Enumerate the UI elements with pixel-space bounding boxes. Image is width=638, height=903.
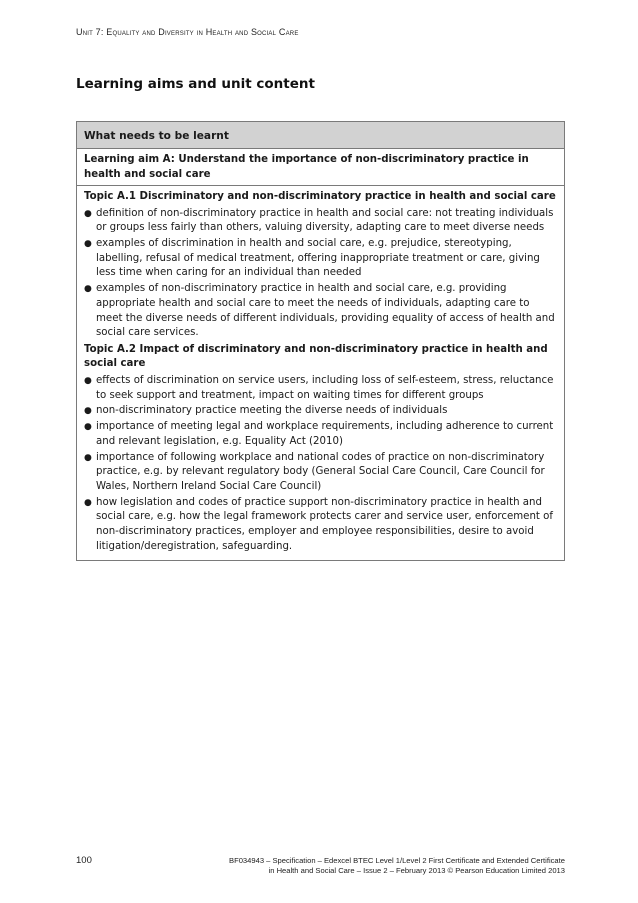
topic-a1-heading: Topic A.1 Discriminatory and non-discriminatory practice in health and social care <box>84 191 556 203</box>
list-item-text: non-discriminatory practice meeting the diverse needs of individuals <box>96 405 448 417</box>
topic-a2-heading: Topic A.2 Impact of discriminatory and non-discriminatory practice in health and social care <box>84 343 548 370</box>
list-item-text: importance of following workplace and national codes of practice on non-discriminatory practice, e.g. by relevant regulatory body (General Social Care Council, Care Council for Wales, Northern Ireland Social Care Council) <box>96 451 545 492</box>
list-item-text: importance of meeting legal and workplace requirements, including adherence to current and relevant legislation, e.g. Equality Act (2010) <box>96 421 554 447</box>
list-item <box>84 282 557 340</box>
running-header-part: iversity in <box>164 27 206 37</box>
running-header-part: C <box>278 27 286 37</box>
running-header-part: D <box>158 27 165 37</box>
running-header-part: H <box>205 27 213 37</box>
list-item <box>84 404 557 419</box>
bullet-icon: ● <box>84 406 92 417</box>
unit-content-table <box>76 121 565 561</box>
topics-cell <box>77 186 564 559</box>
bullet-icon: ● <box>84 208 92 219</box>
list-item-text: how legislation and codes of practice support non-discriminatory practice in health and social care, e.g. how the legal framework protects carer and service user, enforcement of non-discriminatory practices, employer and employee responsibilities, desire to avoid litigation/deregistration, safeguarding. <box>96 496 553 552</box>
bullet-icon: ● <box>84 284 92 295</box>
list-item-text: examples of non-discriminatory practice in health and social care, e.g. providing appropriate health and social care to meet the needs of individuals, adapting care to meet the diverse needs of different individuals, providing equality of access of health and social care services. <box>96 283 555 339</box>
topic-a2-bullets <box>84 374 557 554</box>
list-item-text: effects of discrimination on service users, including loss of self-esteem, stress, reluctance to seek support and treatment, impact on waiting times for different groups <box>96 374 554 401</box>
table-header: What needs to be learnt <box>77 122 564 149</box>
page-title: Learning aims and unit content <box>76 76 315 92</box>
running-header <box>76 27 299 37</box>
list-item-text: examples of discrimination in health and social care, e.g. prejudice, stereotyping, labelling, refusal of medical treatment, offering inappropriate treatment or care, giving less time when caring for an individual than needed <box>96 238 540 279</box>
bullet-icon: ● <box>84 497 92 508</box>
list-item <box>84 207 557 236</box>
bullet-icon: ● <box>84 375 92 386</box>
list-item <box>84 496 557 554</box>
topic-a1-bullets <box>84 207 557 341</box>
footer-citation <box>165 856 565 876</box>
running-header-part: ealth and <box>212 27 251 37</box>
running-header-part: quality and <box>112 27 159 37</box>
list-item <box>84 451 557 495</box>
list-item <box>84 237 557 281</box>
running-header-part: S <box>250 27 258 37</box>
bullet-icon: ● <box>84 422 92 433</box>
page-number: 100 <box>76 855 92 866</box>
list-item-text: definition of non-discriminatory practice in health and social care: not treating individuals or groups less fairly than others, valuing diversity, adapting care to meet diverse needs <box>96 207 554 234</box>
running-header-part: U <box>76 27 83 37</box>
list-item <box>84 374 557 403</box>
footer-line-2: in Health and Social Care – Issue 2 – February 2013 © Pearson Education Limited 2013 <box>268 866 565 875</box>
running-header-part: ocial <box>257 27 279 37</box>
running-header-part: nit <box>82 27 96 37</box>
list-item <box>84 420 557 449</box>
running-header-part: 7: E <box>95 27 113 37</box>
bullet-icon: ● <box>84 452 92 463</box>
running-header-part: are <box>285 27 299 37</box>
bullet-icon: ● <box>84 239 92 250</box>
learning-aim-row: Learning aim A: Understand the importance of non-discriminatory practice in health and social care <box>77 149 564 186</box>
footer-line-1: BF034943 – Specification – Edexcel BTEC Level 1/Level 2 First Certificate and Extended Certificate <box>229 856 565 865</box>
